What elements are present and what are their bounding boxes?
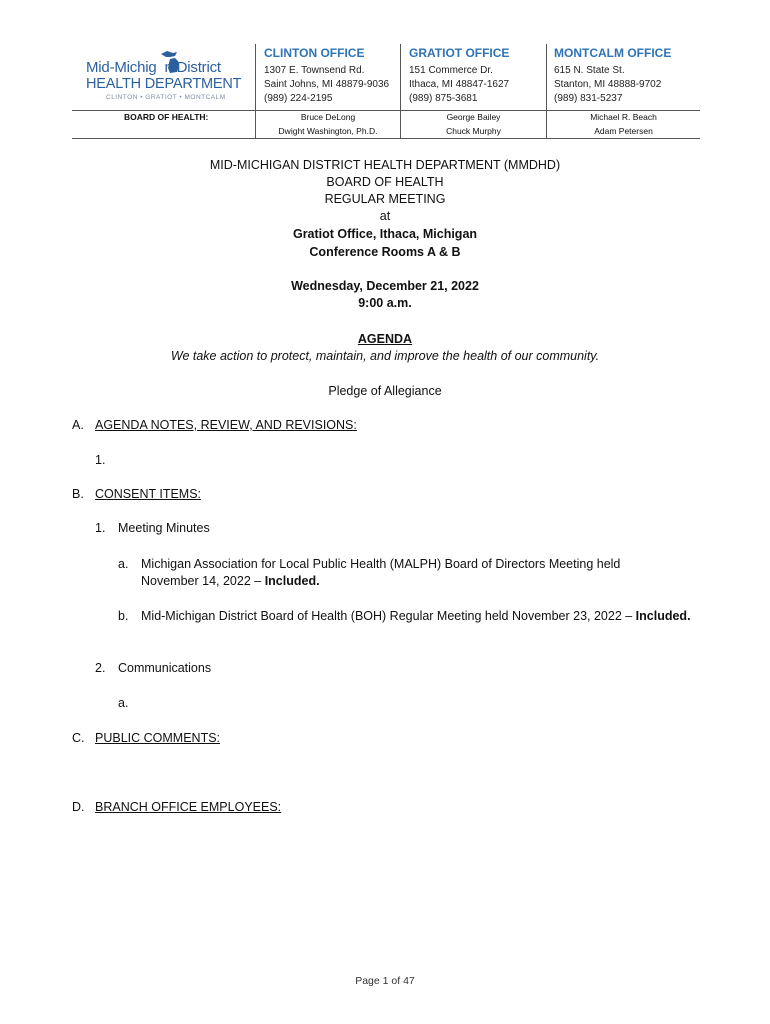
boh-minutes-text: Mid-Michigan District Board of Health (BOH) Regular Meeting held November 23, 2022 – Included. — [141, 609, 691, 623]
item-number: 1. — [95, 521, 106, 535]
office-address-line1: 615 N. State St. — [554, 65, 625, 76]
section-b-title: CONSENT ITEMS: — [95, 487, 202, 501]
included-flag: Included. — [264, 574, 320, 588]
organization-logo — [84, 48, 244, 108]
section-c-title: PUBLIC COMMENTS: — [95, 731, 221, 745]
board-member: Dwight Washington, Ph.D. — [278, 126, 378, 136]
board-members-clinton — [256, 110, 400, 138]
document-title-line: at — [379, 209, 391, 223]
office-address-line2: Stanton, MI 48888-9702 — [554, 79, 662, 90]
office-address-line1: 1307 E. Townsend Rd. — [264, 65, 365, 76]
section-letter: B. — [72, 487, 84, 501]
meeting-date: Wednesday, December 21, 2022 — [291, 279, 479, 293]
office-title: CLINTON OFFICE — [264, 46, 365, 60]
gratiot-office-block — [409, 46, 509, 106]
communications-item: Communications — [118, 661, 212, 675]
header-divider — [255, 44, 256, 110]
logo-counties-line: CLINTON • GRATIOT • MONTCALM — [106, 94, 226, 101]
office-address-line1: 151 Commerce Dr. — [409, 65, 493, 76]
mission-statement: We take action to protect, maintain, and improve the health of our community. — [170, 349, 600, 363]
section-d-title: BRANCH OFFICE EMPLOYEES: — [95, 800, 282, 814]
office-address-line2: Ithaca, MI 48847-1627 — [409, 79, 510, 90]
office-address-line2: Saint Johns, MI 48879-9036 — [264, 79, 390, 90]
meeting-time: 9:00 a.m. — [358, 296, 412, 310]
logo-name-line: Mid-Michig n District — [86, 59, 221, 76]
office-title: MONTCALM OFFICE — [554, 46, 672, 60]
section-a-item: 1. — [95, 453, 106, 467]
office-phone: (989) 875-3681 — [409, 93, 478, 104]
office-phone: (989) 224-2195 — [264, 93, 333, 104]
meeting-minutes-item: Meeting Minutes — [118, 521, 210, 535]
document-title-line: MID-MICHIGAN DISTRICT HEALTH DEPARTMENT (MMDHD) — [209, 158, 561, 172]
board-member: Bruce DeLong — [300, 112, 356, 122]
board-member: Chuck Murphy — [446, 126, 501, 136]
document-title-line: REGULAR MEETING — [324, 192, 446, 206]
sub-item-letter: b. — [118, 609, 129, 623]
board-member: George Bailey — [446, 112, 501, 122]
meeting-location: Gratiot Office, Ithaca, Michigan — [292, 227, 478, 241]
header-rule — [72, 138, 700, 139]
header-divider — [400, 44, 401, 110]
sub-item-letter: a. — [118, 696, 129, 710]
board-of-health-label: BOARD OF HEALTH: — [124, 112, 209, 122]
montcalm-office-block — [554, 46, 671, 106]
pledge-line: Pledge of Allegiance — [328, 384, 442, 398]
office-phone: (989) 831-5237 — [554, 93, 623, 104]
included-flag: Included. — [635, 609, 691, 623]
section-letter: C. — [72, 731, 85, 745]
section-a-title: AGENDA NOTES, REVIEW, AND REVISIONS: — [95, 418, 357, 432]
malph-minutes-date: November 14, 2022 – Included. — [141, 574, 320, 588]
board-members-montcalm — [547, 110, 700, 138]
meeting-rooms: Conference Rooms A & B — [309, 245, 461, 259]
item-number: 2. — [95, 661, 106, 675]
clinton-office-block — [264, 46, 389, 106]
board-member: Michael R. Beach — [590, 112, 657, 122]
malph-minutes-text: Michigan Association for Local Public Health (MALPH) Board of Directors Meeting held — [141, 557, 621, 571]
agenda-heading: AGENDA — [357, 332, 413, 346]
sub-item-letter: a. — [118, 557, 129, 571]
section-letter: D. — [72, 800, 85, 814]
office-title: GRATIOT OFFICE — [409, 46, 510, 60]
document-title-line: BOARD OF HEALTH — [326, 175, 444, 189]
logo-department-line: HEALTH DEPARTMENT — [86, 76, 242, 92]
section-letter: A. — [72, 418, 84, 432]
board-member: Adam Petersen — [594, 126, 653, 136]
page-number: Page 1 of 47 — [355, 975, 415, 987]
header-divider — [546, 44, 547, 110]
board-members-gratiot — [401, 110, 546, 138]
